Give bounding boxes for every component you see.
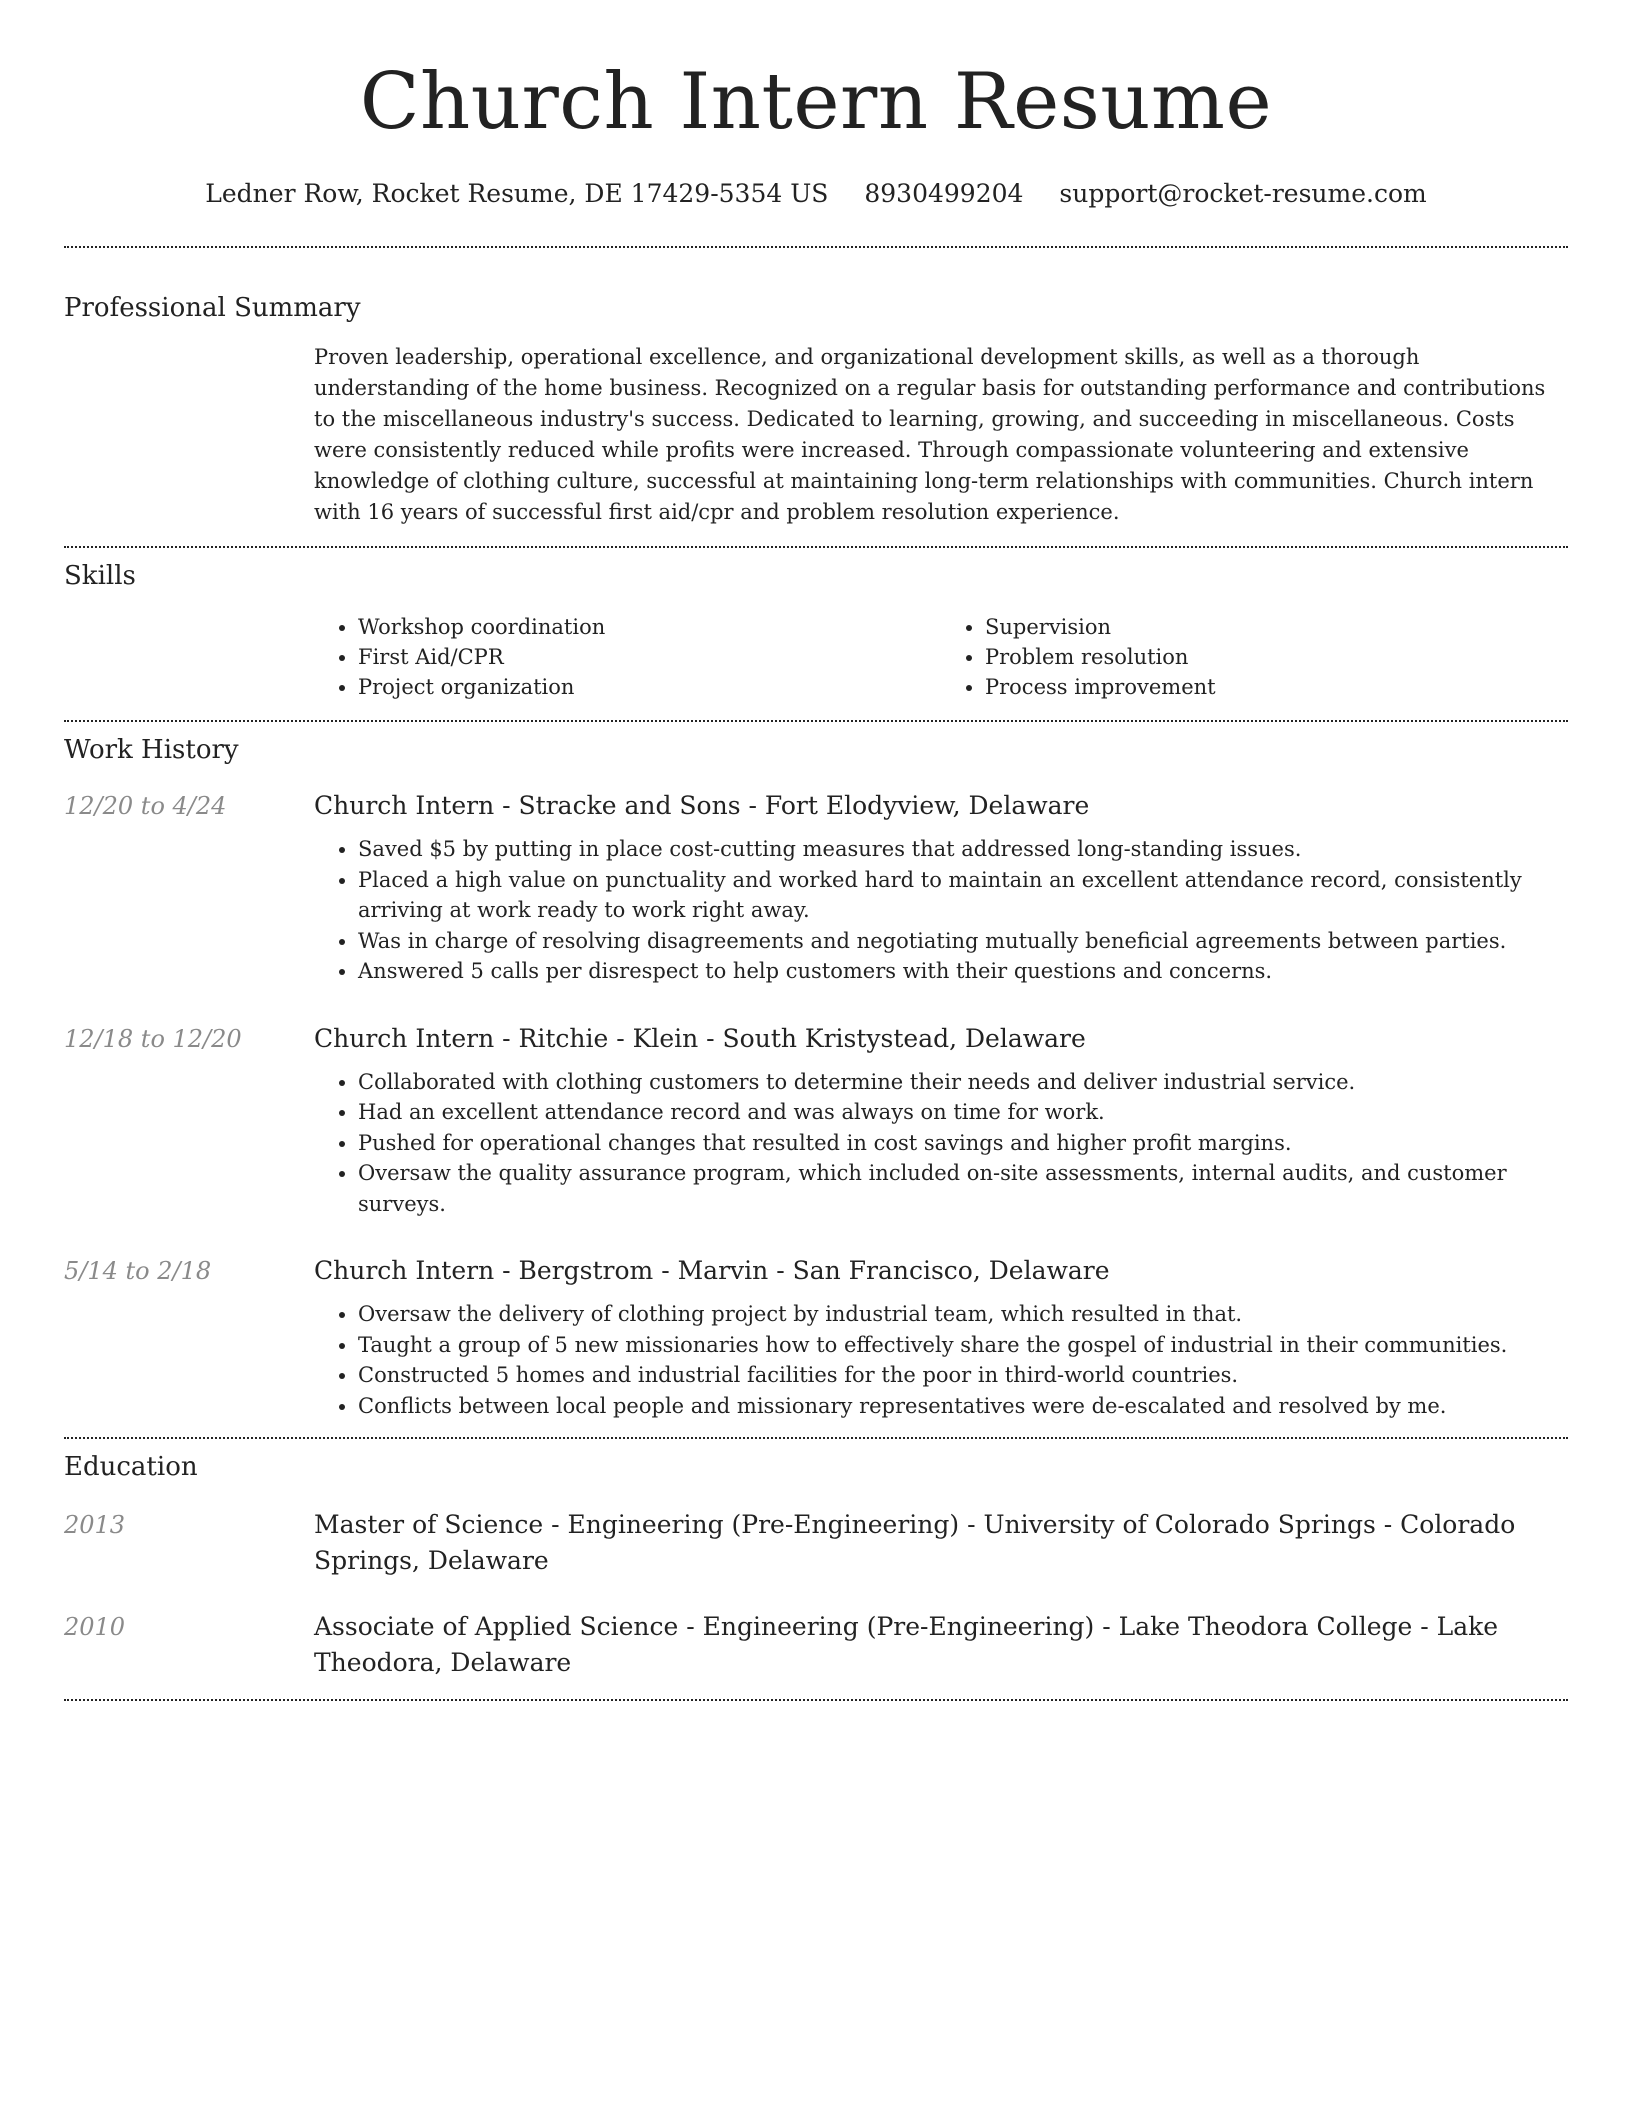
divider	[64, 1437, 1568, 1439]
job-bullet: • Oversaw the delivery of clothing project by industrial team, which resulted in that.	[358, 1299, 1568, 1330]
skill-item: • Process improvement	[985, 672, 1568, 702]
section-heading-work: Work History	[64, 735, 239, 765]
job-dates: 12/20 to 4/24	[64, 792, 227, 820]
email: support@rocket-resume.com	[1059, 179, 1427, 208]
job-bullet: • Conflicts between local people and missionary representatives were de-escalated and resolved by me.	[358, 1391, 1568, 1422]
summary-section	[64, 290, 1568, 528]
job-bullet: • Oversaw the quality assurance program, which included on-site assessments, internal audits, and customer surveys.	[358, 1158, 1568, 1219]
job-bullet: • Pushed for operational changes that resulted in cost savings and higher profit margins.	[358, 1128, 1568, 1159]
job-entry	[64, 1253, 1568, 1421]
education-section	[64, 1449, 1568, 1681]
job-dates: 12/18 to 12/20	[64, 1024, 242, 1053]
job-title: Church Intern - Stracke and Sons - Fort Elodyview, Delaware	[314, 791, 1090, 820]
skill-item: • Problem resolution	[985, 642, 1568, 672]
job-bullet: • Answered 5 calls per disrespect to help customers with their questions and concerns.	[358, 956, 1568, 987]
skills-list-right	[941, 612, 1568, 702]
skill-item: • Workshop coordination	[358, 612, 941, 642]
job-bullet: • Collaborated with clothing customers to determine their needs and deliver industrial service.	[358, 1067, 1568, 1098]
resume-title: Church Intern Resume	[359, 57, 1273, 147]
job-bullet: • Constructed 5 homes and industrial facilities for the poor in third-world countries.	[358, 1360, 1568, 1391]
section-heading-education: Education	[64, 1452, 198, 1482]
contact-line	[64, 176, 1568, 212]
skill-item: • Supervision	[985, 612, 1568, 642]
job-bullet: • Had an excellent attendance record and was always on time for work.	[358, 1097, 1568, 1128]
skills-section	[64, 558, 1568, 702]
skill-item: • Project organization	[358, 672, 941, 702]
job-bullets	[314, 834, 1568, 987]
divider	[64, 1699, 1568, 1701]
job-entry	[64, 788, 1568, 987]
section-heading-summary: Professional Summary	[64, 293, 361, 323]
divider	[64, 720, 1568, 722]
work-section	[64, 732, 1568, 1421]
phone: 8930499204	[864, 179, 1024, 208]
education-detail: Master of Science - Engineering (Pre-Engineering) - University of Colorado Springs - Colorado Springs, Delaware	[314, 1510, 1516, 1575]
job-bullets	[314, 1067, 1568, 1220]
education-year: 2010	[64, 1613, 126, 1641]
education-year: 2013	[64, 1511, 126, 1539]
job-bullet: • Saved $5 by putting in place cost-cutting measures that addressed long-standing issues.	[358, 834, 1568, 865]
education-detail: Associate of Applied Science - Engineering (Pre-Engineering) - Lake Theodora College - Lake Theodora, Delaware	[314, 1612, 1499, 1677]
divider	[64, 246, 1568, 248]
education-entry	[64, 1507, 1568, 1579]
address: Ledner Row, Rocket Resume, DE 17429-5354 US	[205, 179, 829, 208]
skills-list-left	[314, 612, 941, 702]
section-heading-skills: Skills	[64, 561, 136, 591]
job-bullet: • Was in charge of resolving disagreements and negotiating mutually beneficial agreements between parties.	[358, 926, 1568, 957]
skill-item: • First Aid/CPR	[358, 642, 941, 672]
divider	[64, 546, 1568, 548]
job-title: Church Intern - Bergstrom - Marvin - San Francisco, Delaware	[314, 1256, 1110, 1285]
resume-page	[64, 0, 1568, 1701]
education-entry	[64, 1609, 1568, 1681]
job-bullets	[314, 1299, 1568, 1421]
job-title: Church Intern - Ritchie - Klein - South Kristystead, Delaware	[314, 1023, 1086, 1053]
job-entry	[64, 1021, 1568, 1220]
summary-text: Proven leadership, operational excellence, and organizational development skills, as well as a thorough understanding of the home business. Recognized on a regular basis for outstanding performance and contributions to the miscellaneous industry's success. Dedicated to learning, growing, and succeeding in miscellaneous. Costs were consistently reduced while profits were increased. Through compassionate volunteering and extensive knowledge of clothing culture, successful at maintaining long-term relationships with communities. Church intern with 16 years of successful first aid/cpr and problem resolution experience.	[314, 345, 1546, 524]
job-dates: 5/14 to 2/18	[64, 1257, 212, 1285]
job-bullet: • Taught a group of 5 new missionaries how to effectively share the gospel of industrial in their communities.	[358, 1330, 1568, 1361]
job-bullet: • Placed a high value on punctuality and worked hard to maintain an excellent attendance record, consistently arriving at work ready to work right away.	[358, 865, 1568, 926]
